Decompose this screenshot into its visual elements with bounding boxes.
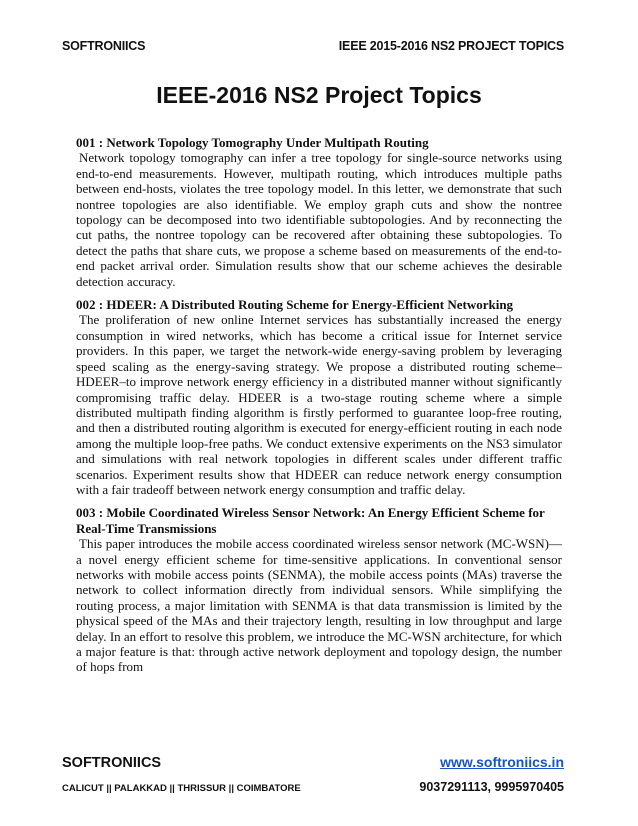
topic-title: 002 : HDEER: A Distributed Routing Scheme for Energy-Efficient Networking <box>76 297 514 313</box>
topic-title: 001 : Network Topology Tomography Under Multipath Routing <box>76 135 429 150</box>
header-company: SOFTRONIICS <box>62 39 146 53</box>
footer-bottom-row <box>62 780 564 794</box>
website-link[interactable]: www.softroniics.in <box>440 754 564 770</box>
page-title: IEEE-2016 NS2 Project Topics <box>156 82 482 108</box>
topic-abstract: This paper introduces the mobile access coordinated wireless sensor network (MC-WSN)—a novel energy efficient scheme for time-sensitive applications. In conventional sensor networks with mobile access points (SENMA), the mobile access points (MAs) traverse the network to collect information directly from individual sensors. While simplifying the routing process, a major limitation with SENMA is that data transmission is limited by the physical speed of the MAs and their trajectory length, resulting in low throughput and large delay. In an effort to resolve this problem, we introduce the MC-WSN architecture, for which a major feature is that: through active network deployment and topology design, the number of hops from <box>76 536 562 675</box>
topic-abstract: Network topology tomography can infer a tree topology for single-source networks using end-to-end measurements. However, multipath routing, which introduces multiple paths between end-hosts, violates the tree topology model. In this letter, we demonstrate that such nontree topologies are also identifiable. We employ graph cuts and show the nontree topology can be decomposed into two identifiable subtopologies. And by reconnecting the cut paths, the nontree topology can be recovered after obtaining these subtopologies. To detect the paths that share cuts, we propose a scheme based on measurements of the end-to-end packet arrival order. Simulation results show that our scheme achieves the desirable detection accuracy. <box>76 150 562 289</box>
header-topic-label: IEEE 2015-2016 NS2 PROJECT TOPICS <box>338 39 564 53</box>
topic-item <box>76 505 562 674</box>
topic-item <box>76 135 562 289</box>
footer-top-row <box>62 754 564 771</box>
topic-item <box>76 297 562 497</box>
topics-list <box>76 135 562 683</box>
topic-abstract: The proliferation of new online Internet services has substantially increased the energy consumption in wired networks, which has become a critical issue for Internet service providers. In this paper, we target the network-wide energy-saving problem by leveraging speed scaling as the energy-saving strategy. We propose a distributed routing scheme–HDEER–to improve network energy efficiency in a distributed manner without significantly compromising traffic delay. HDEER is a two-stage routing scheme where a simple distributed multipath finding algorithm is firstly performed to guarantee loop-free routing, and then a distributed routing algorithm is executed for energy-efficient routing in each node among the multiple loop-free paths. We conduct extensive experiments on the NS3 simulator and simulations with real network topologies in different scales under different traffic scenarios. Experiment results show that HDEER can reduce network energy consumption with a fair tradeoff between network energy consumption and traffic delay. <box>76 312 562 497</box>
topic-title: 003 : Mobile Coordinated Wireless Sensor Network: An Energy Efficient Scheme for Real-Time Transmissions <box>76 505 545 536</box>
footer-company: SOFTRONIICS <box>62 755 162 771</box>
page-footer <box>62 754 564 794</box>
footer-locations: CALICUT || PALAKKAD || THRISSUR || COIMBATORE <box>62 783 301 794</box>
footer-phones: 9037291113, 9995970405 <box>419 780 564 794</box>
page-header <box>62 39 564 53</box>
